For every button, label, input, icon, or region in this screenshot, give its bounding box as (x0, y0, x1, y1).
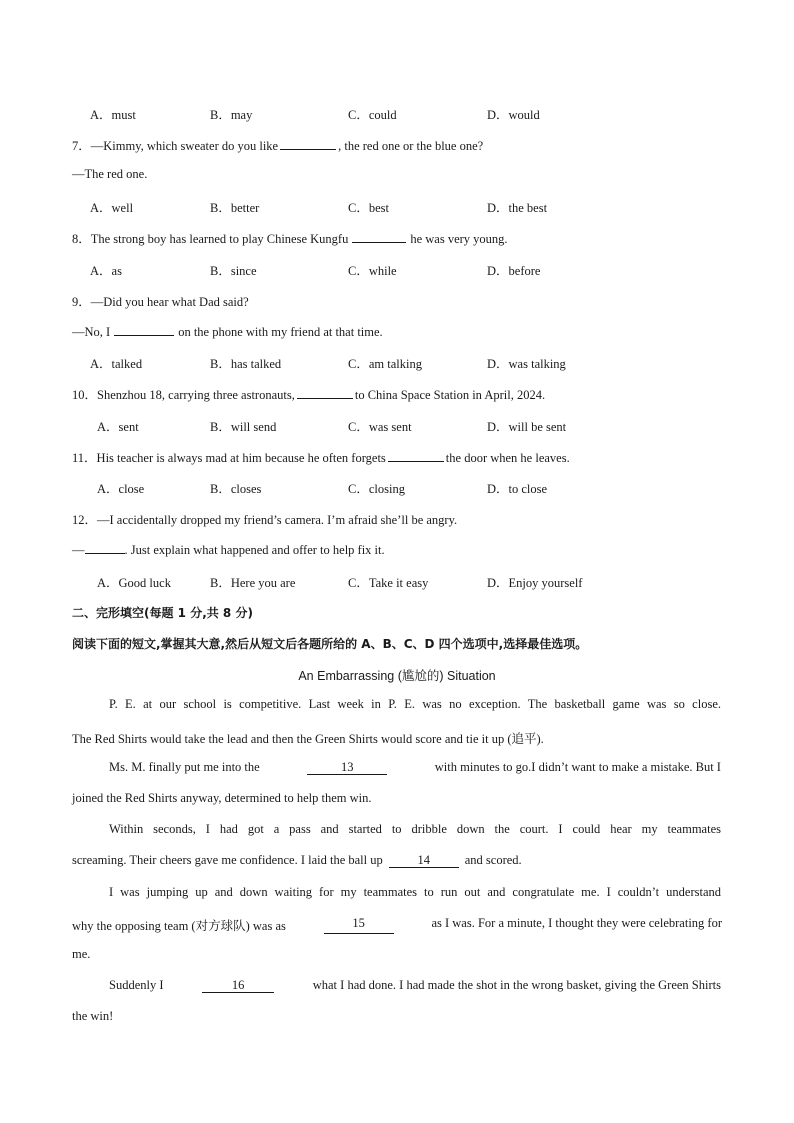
q8-option-a[interactable]: A．as (90, 264, 122, 278)
q6-option-d[interactable]: D．would (487, 108, 540, 122)
q7-stem-after: , the red one or the blue one? (338, 139, 484, 153)
q8-option-b[interactable]: B．since (210, 264, 257, 278)
passage-p4-line3: me. (72, 947, 91, 961)
q11-option-a[interactable]: A．close (97, 482, 145, 496)
q11-option-b[interactable]: B．closes (210, 482, 262, 496)
q6-option-c[interactable]: C．could (348, 108, 397, 122)
q10-option-d[interactable]: D．will be sent (487, 420, 567, 434)
q11-stem-after: the door when he leaves. (445, 451, 570, 465)
q12-reply-before: — (72, 543, 85, 557)
passage-p4-line1: I was jumping up and down waiting for my teammates to run out and congratulate me. I couldn’t understand (109, 885, 721, 899)
section2-heading: 二、完形填空(每题 1 分,共 8 分) (72, 606, 253, 620)
passage-title: An Embarrassing (尴尬的) Situation (298, 669, 496, 683)
q10-option-b[interactable]: B．will send (210, 420, 277, 434)
q10-stem-before: 10．Shenzhou 18, carrying three astronauts, (72, 388, 295, 402)
passage-p2-text-a: Ms. M. finally put me into the (109, 760, 260, 774)
q7-options (90, 198, 690, 216)
q7-blank (280, 137, 336, 150)
passage-p2-text-b: with minutes to go.I didn’t want to make a mistake. But I (434, 760, 721, 774)
q11-option-c[interactable]: C．closing (348, 482, 405, 496)
q9-reply-after: on the phone with my friend at that time. (178, 325, 383, 339)
blank-13[interactable]: 13 (307, 760, 387, 775)
q9-option-a[interactable]: A．talked (90, 357, 143, 371)
q7-reply: —The red one. (72, 167, 148, 181)
passage-p5-text-b: what I had done. I had made the shot in the wrong basket, giving the Green Shirts (312, 978, 721, 992)
q8-blank (352, 230, 406, 243)
q10-option-a[interactable]: A．sent (97, 420, 139, 434)
q9-option-d[interactable]: D．was talking (487, 357, 566, 371)
q12-option-b[interactable]: B．Here you are (210, 576, 296, 590)
q10-stem (72, 385, 545, 403)
q9-reply-before: —No, I (72, 325, 111, 339)
passage-p5-line2: the win! (72, 1009, 114, 1023)
passage-p4-text-b: as I was. For a minute, I thought they were celebrating for (431, 916, 722, 930)
q8-option-d[interactable]: D．before (487, 264, 541, 278)
q7-stem (72, 136, 483, 154)
q11-stem-before: 11．His teacher is always mad at him because he often forgets (72, 451, 386, 465)
q11-blank (388, 449, 444, 462)
passage-p3-line1: Within seconds, I had got a pass and started to dribble down the court. I could hear my teammates (109, 822, 721, 836)
q10-option-c[interactable]: C．was sent (348, 420, 412, 434)
section2-instruction: 阅读下面的短文,掌握其大意,然后从短文后各题所给的 A、B、C、D 四个选项中,选择最佳选项。 (72, 637, 588, 651)
q8-stem (72, 229, 508, 247)
q8-option-c[interactable]: C．while (348, 264, 397, 278)
q9-options (90, 354, 690, 372)
q9-option-b[interactable]: B．has talked (210, 357, 282, 371)
q11-options (97, 479, 697, 497)
q10-blank (297, 386, 353, 399)
q12-stem: 12．—I accidentally dropped my friend’s camera. I’m afraid she’ll be angry. (72, 513, 458, 527)
q7-option-a[interactable]: A．well (90, 201, 134, 215)
passage-p1-line2: The Red Shirts would take the lead and then the Green Shirts would score and tie it up (追平). (72, 732, 544, 746)
q9-option-c[interactable]: C．am talking (348, 357, 422, 371)
q12-option-d[interactable]: D．Enjoy yourself (487, 576, 583, 590)
q8-options (90, 261, 690, 279)
blank-16[interactable]: 16 (202, 978, 274, 993)
passage-p3-text-b: and scored. (464, 853, 522, 867)
q11-option-d[interactable]: D．to close (487, 482, 548, 496)
q8-stem-after: he was very young. (410, 232, 508, 246)
q12-options (97, 573, 697, 591)
q9-blank (114, 323, 174, 336)
blank-15[interactable]: 15 (324, 916, 394, 934)
passage-p1-line1: P. E. at our school is competitive. Last week in P. E. was no exception. The basketball game was so close. (109, 697, 721, 711)
q12-option-c[interactable]: C．Take it easy (348, 576, 429, 590)
q8-stem-before: 8．The strong boy has learned to play Chinese Kungfu (72, 232, 349, 246)
passage-p3-text-a: screaming. Their cheers gave me confidence. I laid the ball up (72, 853, 383, 867)
q7-option-d[interactable]: D．the best (487, 201, 548, 215)
q12-option-a[interactable]: A．Good luck (97, 576, 171, 590)
passage-p4-line2 (72, 916, 722, 934)
passage-p3-line2 (72, 853, 522, 868)
q6-option-b[interactable]: B．may (210, 108, 253, 122)
q10-options (97, 417, 697, 435)
passage-p2-line1 (109, 760, 721, 775)
q6-options (90, 105, 690, 123)
q12-reply (72, 541, 385, 558)
q10-stem-after: to China Space Station in April, 2024. (354, 388, 546, 402)
q7-option-c[interactable]: C．best (348, 201, 389, 215)
passage-p5-line1 (109, 978, 721, 993)
q12-blank (85, 541, 125, 554)
q6-option-a[interactable]: A．must (90, 108, 136, 122)
passage-p2-line2: joined the Red Shirts anyway, determined to help them win. (72, 791, 372, 805)
passage-p4-text-a: why the opposing team (对方球队) was as (72, 919, 286, 933)
passage-p5-text-a: Suddenly I (109, 978, 164, 992)
q9-stem: 9．—Did you hear what Dad said? (72, 295, 249, 309)
q12-reply-after: . Just explain what happened and offer to help fix it. (124, 543, 385, 557)
q9-reply (72, 323, 383, 340)
blank-14[interactable]: 14 (389, 853, 459, 868)
q7-option-b[interactable]: B．better (210, 201, 260, 215)
q7-stem-before: 7．—Kimmy, which sweater do you like (72, 139, 279, 153)
q11-stem (72, 448, 570, 466)
